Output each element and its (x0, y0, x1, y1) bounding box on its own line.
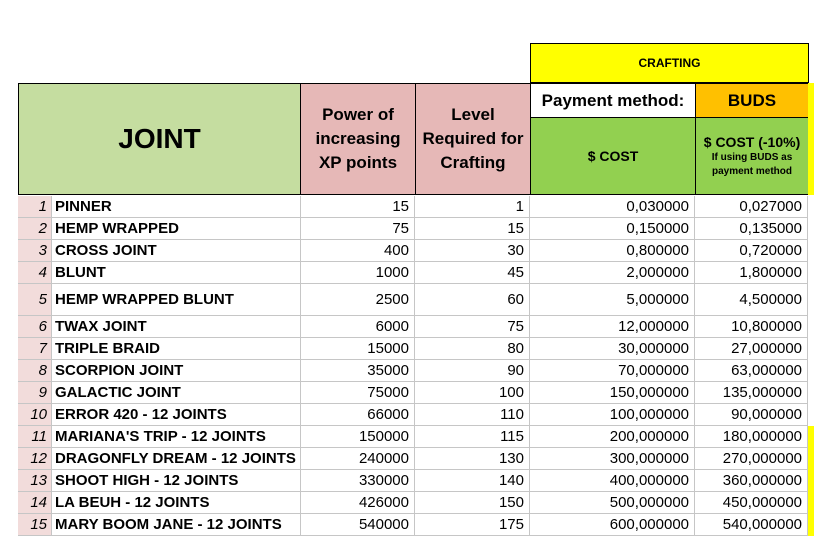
level-header-line2: Required for (422, 129, 524, 148)
row-name[interactable]: TWAX JOINT (52, 316, 301, 338)
row-power[interactable]: 15 (301, 196, 415, 218)
row-power[interactable]: 35000 (301, 360, 415, 382)
row-number[interactable]: 4 (18, 262, 52, 284)
row-level[interactable]: 1 (415, 196, 530, 218)
row-level[interactable]: 75 (415, 316, 530, 338)
payment-method-label-text: Payment method: (541, 90, 685, 110)
row-number[interactable]: 8 (18, 360, 52, 382)
row-name[interactable]: PINNER (52, 196, 301, 218)
row-level[interactable]: 80 (415, 338, 530, 360)
row-cost-discount[interactable]: 270,000000 (695, 448, 808, 470)
crafting-yellow-strip (808, 83, 814, 195)
row-number[interactable]: 10 (18, 404, 52, 426)
row-cost-discount[interactable]: 4,500000 (695, 284, 808, 316)
row-cost[interactable]: 300,000000 (530, 448, 695, 470)
row-cost[interactable]: 0,800000 (530, 240, 695, 262)
row-name[interactable]: BLUNT (52, 262, 301, 284)
row-cost-discount[interactable]: 450,000000 (695, 492, 808, 514)
row-level[interactable]: 60 (415, 284, 530, 316)
row-power[interactable]: 1000 (301, 262, 415, 284)
row-cost[interactable]: 600,000000 (530, 514, 695, 536)
row-cost-discount[interactable]: 90,000000 (695, 404, 808, 426)
row-cost[interactable]: 0,150000 (530, 218, 695, 240)
row-level[interactable]: 150 (415, 492, 530, 514)
row-name[interactable]: TRIPLE BRAID (52, 338, 301, 360)
crafting-yellow-strip-lower (808, 426, 814, 536)
row-level[interactable]: 130 (415, 448, 530, 470)
row-power[interactable]: 75 (301, 218, 415, 240)
row-cost-discount[interactable]: 63,000000 (695, 360, 808, 382)
row-number[interactable]: 12 (18, 448, 52, 470)
row-number[interactable]: 5 (18, 284, 52, 316)
row-number[interactable]: 11 (18, 426, 52, 448)
cost-discount-note-line2: payment method (711, 166, 792, 177)
row-name[interactable]: GALACTIC JOINT (52, 382, 301, 404)
joint-header[interactable] (18, 83, 301, 195)
crafting-header[interactable] (530, 43, 809, 83)
payment-method-value-text: BUDS (727, 90, 777, 110)
cost-discount-header-label: $ COST (-10%) (703, 134, 801, 150)
row-cost[interactable]: 2,000000 (530, 262, 695, 284)
row-number[interactable]: 1 (18, 196, 52, 218)
level-header[interactable] (415, 83, 531, 195)
row-name[interactable]: MARIANA'S TRIP - 12 JOINTS (52, 426, 301, 448)
payment-method-label[interactable] (530, 83, 696, 118)
row-level[interactable]: 100 (415, 382, 530, 404)
row-cost-discount[interactable]: 540,000000 (695, 514, 808, 536)
row-power[interactable]: 2500 (301, 284, 415, 316)
cost-header[interactable] (530, 117, 696, 195)
row-cost[interactable]: 150,000000 (530, 382, 695, 404)
row-number[interactable]: 13 (18, 470, 52, 492)
level-header-line3: Crafting (440, 153, 506, 172)
row-cost-discount[interactable]: 180,000000 (695, 426, 808, 448)
row-power[interactable]: 66000 (301, 404, 415, 426)
row-name[interactable]: LA BEUH - 12 JOINTS (52, 492, 301, 514)
row-level[interactable]: 140 (415, 470, 530, 492)
row-name[interactable]: HEMP WRAPPED BLUNT (52, 284, 301, 316)
row-power[interactable]: 400 (301, 240, 415, 262)
power-header[interactable] (300, 83, 416, 195)
row-cost-discount[interactable]: 1,800000 (695, 262, 808, 284)
row-name[interactable]: DRAGONFLY DREAM - 12 JOINTS (52, 448, 301, 470)
row-level[interactable]: 90 (415, 360, 530, 382)
row-cost[interactable]: 500,000000 (530, 492, 695, 514)
power-header-line1: Power of (322, 105, 394, 124)
row-level[interactable]: 30 (415, 240, 530, 262)
level-header-line1: Level (451, 105, 495, 124)
row-number[interactable]: 6 (18, 316, 52, 338)
row-cost[interactable]: 400,000000 (530, 470, 695, 492)
row-cost[interactable]: 70,000000 (530, 360, 695, 382)
payment-method-value[interactable] (695, 83, 809, 118)
row-power[interactable]: 330000 (301, 470, 415, 492)
row-name[interactable]: ERROR 420 - 12 JOINTS (52, 404, 301, 426)
row-power[interactable]: 6000 (301, 316, 415, 338)
row-level[interactable]: 15 (415, 218, 530, 240)
row-power[interactable]: 540000 (301, 514, 415, 536)
cost-discount-header[interactable] (695, 117, 809, 195)
row-cost-discount[interactable]: 0,135000 (695, 218, 808, 240)
power-header-line2: increasing (315, 129, 401, 148)
row-level[interactable]: 115 (415, 426, 530, 448)
row-name[interactable]: CROSS JOINT (52, 240, 301, 262)
row-cost-discount[interactable]: 27,000000 (695, 338, 808, 360)
row-level[interactable]: 45 (415, 262, 530, 284)
row-cost[interactable]: 30,000000 (530, 338, 695, 360)
row-cost-discount[interactable]: 0,720000 (695, 240, 808, 262)
row-number[interactable]: 15 (18, 514, 52, 536)
crafting-header-label: CRAFTING (638, 56, 701, 70)
row-cost-discount[interactable]: 0,027000 (695, 196, 808, 218)
row-power[interactable]: 150000 (301, 426, 415, 448)
row-cost-discount[interactable]: 360,000000 (695, 470, 808, 492)
row-number[interactable]: 2 (18, 218, 52, 240)
joint-header-label: JOINT (118, 123, 201, 154)
row-cost-discount[interactable]: 135,000000 (695, 382, 808, 404)
row-power[interactable]: 240000 (301, 448, 415, 470)
row-number[interactable]: 14 (18, 492, 52, 514)
row-level[interactable]: 110 (415, 404, 530, 426)
cost-discount-note-line1: If using BUDS as (711, 152, 793, 163)
row-cost-discount[interactable]: 10,800000 (695, 316, 808, 338)
row-number[interactable]: 9 (18, 382, 52, 404)
row-number[interactable]: 3 (18, 240, 52, 262)
row-power[interactable]: 15000 (301, 338, 415, 360)
row-name[interactable]: HEMP WRAPPED (52, 218, 301, 240)
row-cost[interactable]: 12,000000 (530, 316, 695, 338)
power-header-line3: XP points (318, 153, 398, 172)
row-name[interactable]: SCORPION JOINT (52, 360, 301, 382)
row-level[interactable]: 175 (415, 514, 530, 536)
row-cost[interactable]: 5,000000 (530, 284, 695, 316)
row-name[interactable]: MARY BOOM JANE - 12 JOINTS (52, 514, 301, 536)
row-power[interactable]: 75000 (301, 382, 415, 404)
row-power[interactable]: 426000 (301, 492, 415, 514)
row-cost[interactable]: 100,000000 (530, 404, 695, 426)
row-cost[interactable]: 0,030000 (530, 196, 695, 218)
cost-header-label: $ COST (587, 148, 639, 164)
row-name[interactable]: SHOOT HIGH - 12 JOINTS (52, 470, 301, 492)
row-cost[interactable]: 200,000000 (530, 426, 695, 448)
row-number[interactable]: 7 (18, 338, 52, 360)
